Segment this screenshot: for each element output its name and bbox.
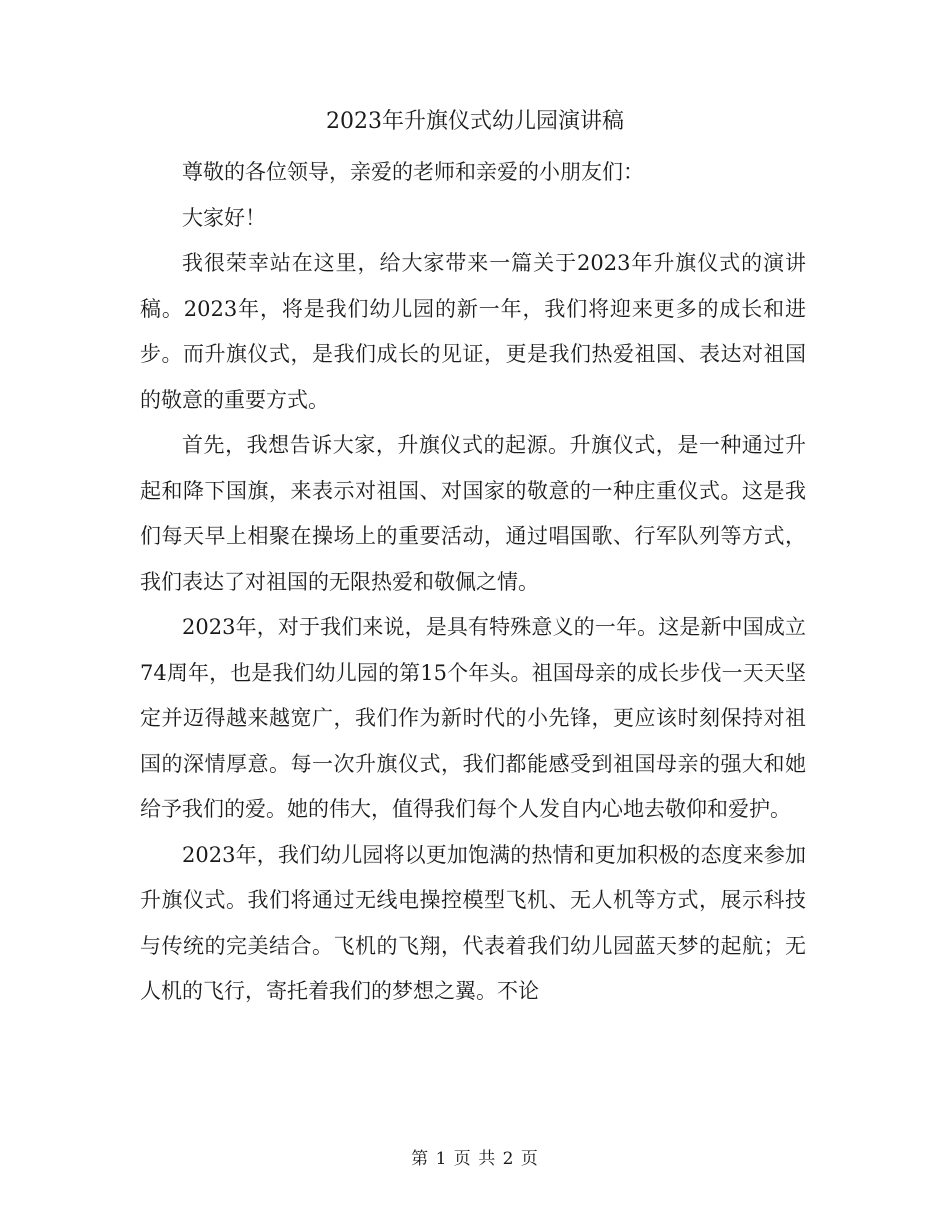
body-paragraph: 首先，我想告诉大家，升旗仪式的起源。升旗仪式，是一种通过升起和降下国旗，来表示对祖国、对国家的敬意的一种庄重仪式。这是我们每天早上相聚在操场上的重要活动，通过唱国歌、行军队列等方式，我们表达了对祖国的无限热爱和敬佩之情。 bbox=[140, 433, 806, 594]
salutation-paragraph: 尊敬的各位领导，亲爱的老师和亲爱的小朋友们： bbox=[182, 160, 644, 184]
document-body bbox=[140, 150, 806, 1015]
body-paragraph: 我很荣幸站在这里，给大家带来一篇关于2023年升旗仪式的演讲稿。2023年，将是我们幼儿园的新一年，我们将迎来更多的成长和进步。而升旗仪式，是我们成长的见证，更是我们热爱祖国、表达对祖国的敬意的重要方式。 bbox=[140, 251, 806, 412]
greeting-paragraph: 大家好！ bbox=[182, 205, 266, 230]
page-number-footer: 第 1 页 共 2 页 bbox=[411, 1149, 539, 1169]
body-paragraph: 2023年，我们幼儿园将以更加饱满的热情和更加积极的态度来参加升旗仪式。我们将通过无线电操控模型飞机、无人机等方式，展示科技与传统的完美结合。飞机的飞翔，代表着我们幼儿园蓝天梦的起航；无人机的飞行，寄托着我们的梦想之翼。不论 bbox=[140, 842, 806, 1003]
body-paragraph: 2023年，对于我们来说，是具有特殊意义的一年。这是新中国成立74周年，也是我们幼儿园的第15个年头。祖国母亲的成长步伐一天天坚定并迈得越来越宽广，我们作为新时代的小先锋，更应该时刻保持对祖国的深情厚意。每一次升旗仪式，我们都能感受到祖国母亲的强大和她给予我们的爱。她的伟大，值得我们每个人发自内心地去敬仰和爱护。 bbox=[140, 615, 806, 821]
document-title: 2023年升旗仪式幼儿园演讲稿 bbox=[326, 109, 624, 134]
